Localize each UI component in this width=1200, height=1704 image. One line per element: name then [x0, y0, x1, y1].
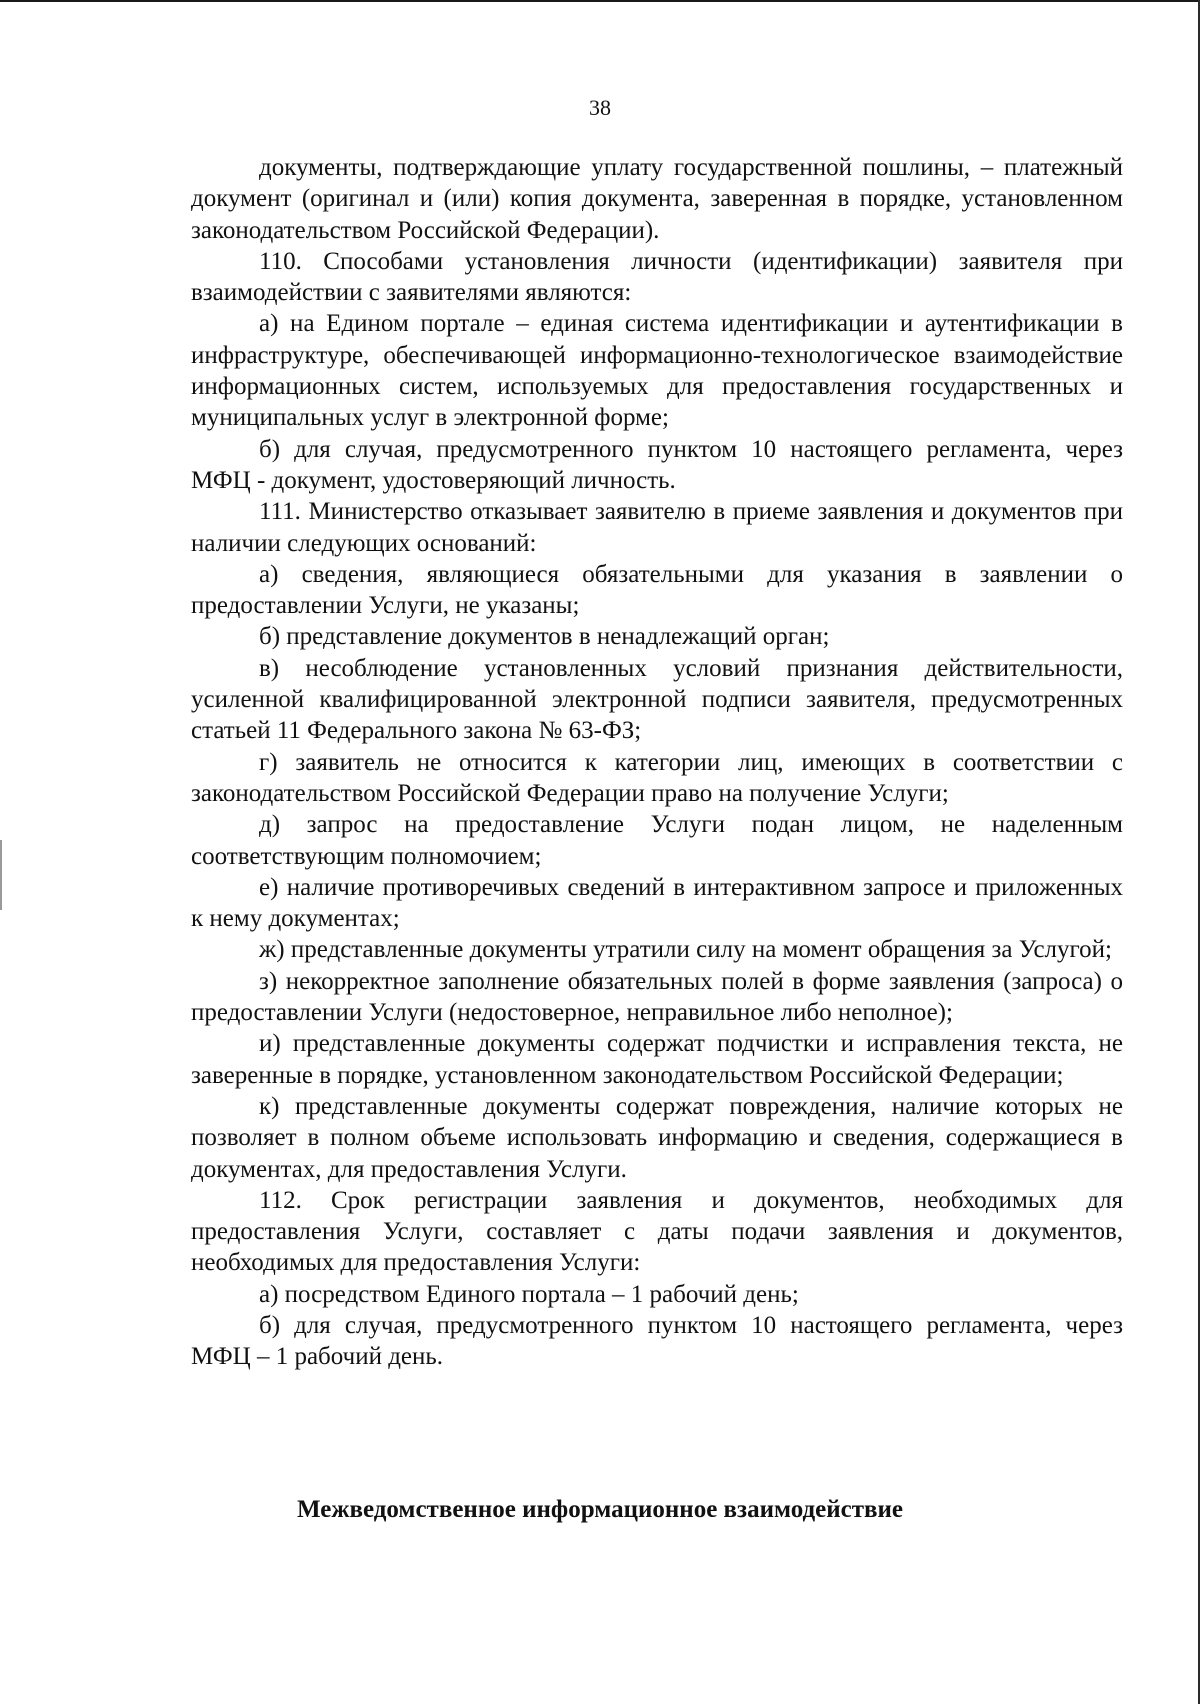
paragraph-111: 111. Министерство отказывает заявителю в приеме заявления и документов при наличии следующих оснований: [191, 498, 1123, 557]
paragraph-111-k: к) представленные документы содержат повреждения, наличие которых не позволяет в полном объеме использовать информацию и сведения, содержащиеся в документах, для предоставления Услуги. [191, 1092, 1123, 1183]
document-body [191, 152, 1123, 1373]
paragraph-111-i: и) представленные документы содержат подчистки и исправления текста, не заверенные в порядке, установленном законодательством Российской Федерации; [191, 1030, 1123, 1089]
paragraph-111-d: д) запрос на предоставление Услуги подан лицом, не наделенным соответствующим полномочием; [191, 811, 1123, 870]
paragraph-111-e: е) наличие противоречивых сведений в интерактивном запросе и приложенных к нему документах; [191, 873, 1123, 933]
paragraph-111-b: б) представление документов в ненадлежащий орган; [259, 623, 830, 651]
paragraph-fee-documents: документы, подтверждающие уплату государственной пошлины, – платежный документ (оригинал и (или) копия документа, заверенная в порядке, установленном законодательством Российской Федерации). [191, 154, 1123, 244]
paragraph-110-b: б) для случая, предусмотренного пунктом 10 настоящего регламента, через МФЦ - документ, удостоверяющий личность. [191, 435, 1123, 494]
paragraph-112: 112. Срок регистрации заявления и документов, необходимых для предоставления Услуги, составляет с даты подачи заявления и документов, необходимых для предоставления Услуги: [191, 1186, 1123, 1277]
paragraph-111-zh: ж) представленные документы утратили силу на момент обращения за Услугой; [259, 936, 1112, 964]
scan-left-edge-mark [0, 840, 2, 910]
paragraph-112-a: а) посредством Единого портала – 1 рабочий день; [259, 1280, 799, 1308]
paragraph-111-v: в) несоблюдение установленных условий признания действительности, усиленной квалифицированной электронной подписи заявителя, предусмотренных статьей 11 Федерального закона № 63-ФЗ; [191, 654, 1123, 745]
paragraph-111-z: з) некорректное заполнение обязательных полей в форме заявления (запроса) о предоставлении Услуги (недостоверное, неправильное либо неполное); [191, 967, 1123, 1027]
page-number: 38 [589, 95, 611, 120]
paragraph-110: 110. Способами установления личности (идентификации) заявителя при взаимодействии с заявителями являются: [191, 247, 1123, 307]
paragraph-112-b: б) для случая, предусмотренного пунктом 10 настоящего регламента, через МФЦ – 1 рабочий день. [191, 1311, 1123, 1371]
scan-top-edge [0, 0, 1200, 2]
paragraph-111-g: г) заявитель не относится к категории лиц, имеющих в соответствии с законодательством Российской Федерации право на получение Услуги; [191, 748, 1123, 807]
paragraph-110-a: а) на Едином портале – единая система идентификации и аутентификации в инфраструктуре, обеспечивающей информационно-технологическое взаимодействие информационных систем, используемых для предоставления государственных и муниципальных услуг в электронной форме; [191, 310, 1123, 432]
section-heading: Межведомственное информационное взаимодействие [297, 1496, 903, 1523]
paragraph-111-a: а) сведения, являющиеся обязательными для указания в заявлении о предоставлении Услуги, не указаны; [191, 560, 1123, 620]
